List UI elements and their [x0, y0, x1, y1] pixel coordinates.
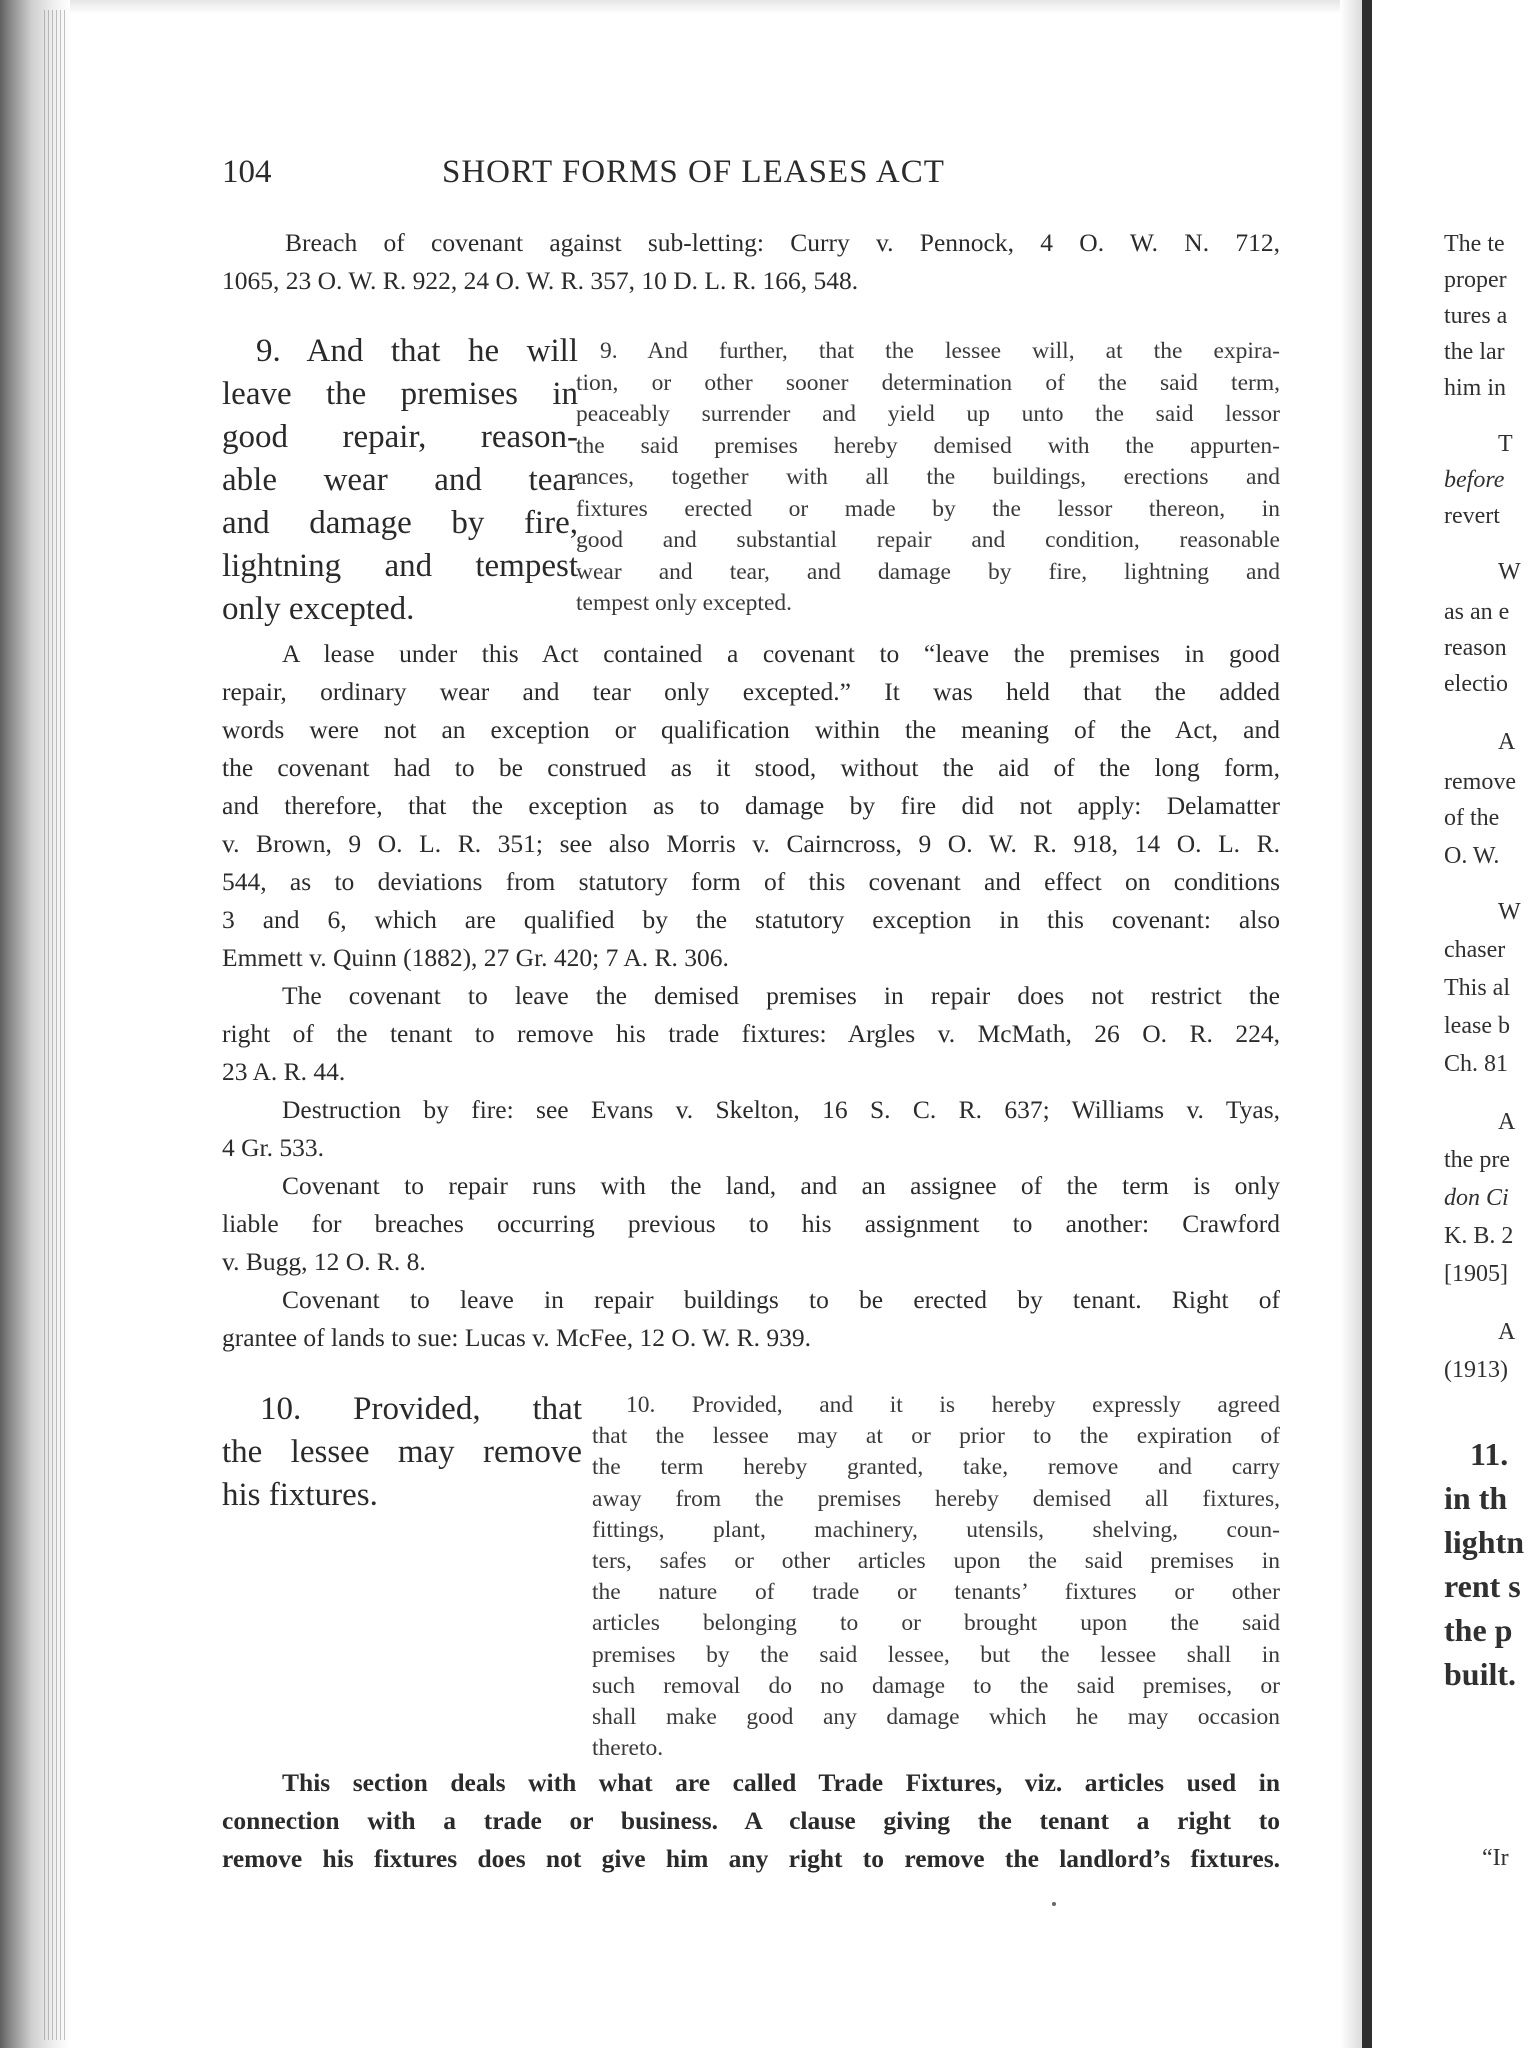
statute-line: the nature of trade or tenants’ fixtures or other — [592, 1579, 1280, 1606]
facing-line: him in — [1444, 375, 1507, 401]
statute-line: 10. Provided, and it is hereby expressly agreed — [626, 1392, 1280, 1418]
facing-line: [1905] — [1444, 1261, 1508, 1287]
line-text: 3 and 6, which are qualified by the statutory exception in this covenant: also — [222, 905, 1280, 934]
statute-line: tempest only excepted. — [576, 590, 792, 616]
text-line — [222, 749, 1280, 787]
line-text: A lease under this Act contained a covenant to “leave the premises in good — [282, 639, 1280, 668]
text-line — [222, 1129, 1280, 1167]
text-line — [222, 224, 1280, 262]
facing-line: 11. — [1470, 1436, 1509, 1472]
line-text: and therefore, that the exception as to damage by fire did not apply: Delamatter — [222, 791, 1280, 820]
side-note-line: lightning and tempest — [222, 548, 578, 584]
line-text: Covenant to leave in repair buildings to be erected by tenant. Right of — [282, 1285, 1280, 1314]
line-text: v. Bugg, 12 O. R. 8. — [222, 1247, 426, 1276]
statute-line: thereto. — [592, 1735, 664, 1762]
line-text: right of the tenant to remove his trade fixtures: Argles v. McMath, 26 O. R. 224, — [222, 1019, 1280, 1048]
facing-line: The te — [1444, 231, 1505, 257]
statute-line: fittings, plant, machinery, utensils, shelving, coun- — [592, 1516, 1280, 1543]
facing-line: don Ci — [1444, 1185, 1509, 1211]
book-spine-edge — [0, 0, 70, 2048]
line-text: the covenant had to be construed as it stood, without the aid of the long form, — [222, 753, 1280, 782]
section-9-side-note — [222, 330, 578, 631]
text-line — [222, 1243, 1280, 1281]
facing-line: K. B. 2 — [1444, 1223, 1514, 1249]
line-text: 544, as to deviations from statutory form of this covenant and effect on conditions — [222, 867, 1280, 896]
facing-line: chaser — [1444, 937, 1506, 963]
text-line — [222, 1840, 1280, 1878]
facing-line: T — [1498, 431, 1513, 457]
side-note-line: leave the premises in — [222, 376, 578, 412]
facing-line: the lar — [1444, 339, 1505, 365]
facing-line: revert — [1444, 503, 1500, 529]
side-note-line: 10. Provided, that — [260, 1391, 582, 1427]
side-note-line: and damage by fire, — [222, 505, 578, 541]
statute-line: 9. And further, that the lessee will, at the expira- — [600, 338, 1280, 364]
line-text: grantee of lands to sue: Lucas v. McFee, 12 O. W. R. 939. — [222, 1323, 811, 1352]
running-header — [222, 152, 1284, 192]
print-speck — [1052, 1902, 1056, 1906]
text-line — [222, 1053, 1280, 1091]
facing-line: rent s — [1444, 1568, 1521, 1604]
line-text: Breach of covenant against sub-letting: Curry v. Pennock, 4 O. W. N. 712, — [285, 228, 1280, 257]
section-10-statute-text — [592, 1390, 1280, 1764]
statute-line: the term hereby granted, take, remove and carry — [592, 1454, 1280, 1481]
statute-line: tion, or other sooner determination of the said term, — [576, 369, 1280, 396]
line-text: Destruction by fire: see Evans v. Skelton, 16 S. C. R. 637; Williams v. Tyas, — [282, 1095, 1280, 1124]
line-text: liable for breaches occurring previous to his assignment to another: Crawford — [222, 1209, 1280, 1238]
side-note-line: able wear and tear — [222, 462, 578, 498]
gutter-shadow — [1340, 0, 1362, 2048]
statute-line: ters, safes or other articles upon the said premises in — [592, 1547, 1280, 1574]
text-line — [222, 711, 1280, 749]
facing-line: of the — [1444, 805, 1500, 831]
statute-line: ances, together with all the buildings, erections and — [576, 464, 1280, 490]
text-line — [222, 262, 1280, 300]
intro-paragraph — [222, 224, 1280, 300]
text-line — [222, 1319, 1280, 1357]
text-line — [222, 673, 1280, 711]
facing-line: A — [1498, 1319, 1516, 1345]
facing-line: W — [1498, 559, 1521, 585]
line-text: v. Brown, 9 O. L. R. 351; see also Morris v. Cairncross, 9 O. W. R. 918, 14 O. L. R. — [222, 829, 1280, 858]
page-title: SHORT FORMS OF LEASES ACT — [442, 154, 945, 190]
text-line — [222, 1091, 1280, 1129]
facing-line: Ch. 81 — [1444, 1051, 1509, 1077]
side-note-line: good repair, reason- — [222, 419, 578, 455]
line-text: words were not an exception or qualification within the meaning of the Act, and — [222, 715, 1280, 744]
line-text: connection with a trade or business. A clause giving the tenant a right to — [222, 1806, 1280, 1835]
facing-line: before — [1444, 467, 1505, 493]
section-9-commentary — [222, 635, 1280, 1357]
side-note-line: only excepted. — [222, 591, 415, 627]
line-text: repair, ordinary wear and tear only excepted.” It was held that the added — [222, 677, 1280, 706]
text-line — [222, 1764, 1280, 1802]
text-line — [222, 1205, 1280, 1243]
text-line — [222, 863, 1280, 901]
page-top-edge — [70, 0, 1370, 14]
text-line — [222, 1281, 1280, 1319]
statute-line: shall make good any damage which he may occasion — [592, 1703, 1280, 1730]
line-text: The covenant to leave the demised premises in repair does not restrict the — [282, 981, 1280, 1010]
facing-line: the p — [1444, 1612, 1513, 1648]
statute-line: wear and tear, and damage by fire, lightning and — [576, 558, 1280, 585]
facing-line: tures a — [1444, 303, 1508, 329]
text-line — [222, 1015, 1280, 1053]
facing-line: lightn — [1444, 1524, 1525, 1560]
text-line — [222, 635, 1280, 673]
line-text: Emmett v. Quinn (1882), 27 Gr. 420; 7 A. R. 306. — [222, 943, 729, 972]
section-10-commentary — [222, 1764, 1280, 1878]
statute-line: the said premises hereby demised with the appurten- — [576, 432, 1280, 459]
statute-line: good and substantial repair and condition, reasonable — [576, 527, 1280, 553]
line-text: Covenant to repair runs with the land, and an assignee of the term is only — [282, 1171, 1280, 1200]
facing-line: as an e — [1444, 599, 1510, 625]
text-line — [222, 1802, 1280, 1840]
facing-line: lease b — [1444, 1013, 1510, 1039]
statute-line: peaceably surrender and yield up unto the said lessor — [576, 401, 1280, 427]
text-line — [222, 939, 1280, 977]
facing-line: electio — [1444, 671, 1508, 697]
facing-line: “Ir — [1482, 1845, 1509, 1871]
line-text: remove his fixtures does not give him any right to remove the landlord’s fixtures. — [222, 1844, 1280, 1873]
facing-line: O. W. — [1444, 843, 1500, 869]
statute-line: fixtures erected or made by the lessor thereon, in — [576, 495, 1280, 522]
statute-line: articles belonging to or brought upon the said — [592, 1610, 1280, 1637]
side-note-line: 9. And that he will — [256, 333, 578, 369]
facing-line: built. — [1444, 1656, 1517, 1692]
statute-line: away from the premises hereby demised all fixtures, — [592, 1485, 1280, 1512]
facing-line: A — [1498, 729, 1516, 755]
facing-line: proper — [1444, 267, 1507, 293]
line-text: This section deals with what are called Trade Fixtures, viz. articles used in — [282, 1768, 1280, 1797]
facing-line: W — [1498, 899, 1521, 925]
line-text: 1065, 23 O. W. R. 922, 24 O. W. R. 357, 10 D. L. R. 166, 548. — [222, 266, 859, 295]
section-10-side-note — [222, 1388, 582, 1517]
facing-line: (1913) — [1444, 1357, 1508, 1383]
facing-line: the pre — [1444, 1147, 1510, 1173]
facing-line: A — [1498, 1109, 1516, 1135]
statute-line: that the lessee may at or prior to the expiration of — [592, 1423, 1280, 1450]
statute-line: such removal do no damage to the said premises, or — [592, 1672, 1280, 1699]
facing-line: in th — [1444, 1480, 1508, 1516]
text-line — [222, 825, 1280, 863]
side-note-line: the lessee may remove — [222, 1434, 582, 1470]
text-line — [222, 787, 1280, 825]
facing-line: remove — [1444, 769, 1516, 795]
facing-page-fragment — [1372, 0, 1528, 2048]
statute-line: premises by the said lessee, but the lessee shall in — [592, 1641, 1280, 1668]
text-line — [222, 901, 1280, 939]
facing-line: This al — [1444, 975, 1510, 1001]
text-line — [222, 977, 1280, 1015]
facing-line: reason — [1444, 635, 1507, 661]
text-line — [222, 1167, 1280, 1205]
line-text: 4 Gr. 533. — [222, 1133, 324, 1162]
line-text: 23 A. R. 44. — [222, 1057, 346, 1086]
section-9-statute-text — [576, 336, 1280, 620]
page-number: 104 — [222, 154, 272, 190]
book-gutter — [1362, 0, 1372, 2048]
side-note-line: his fixtures. — [222, 1477, 378, 1513]
